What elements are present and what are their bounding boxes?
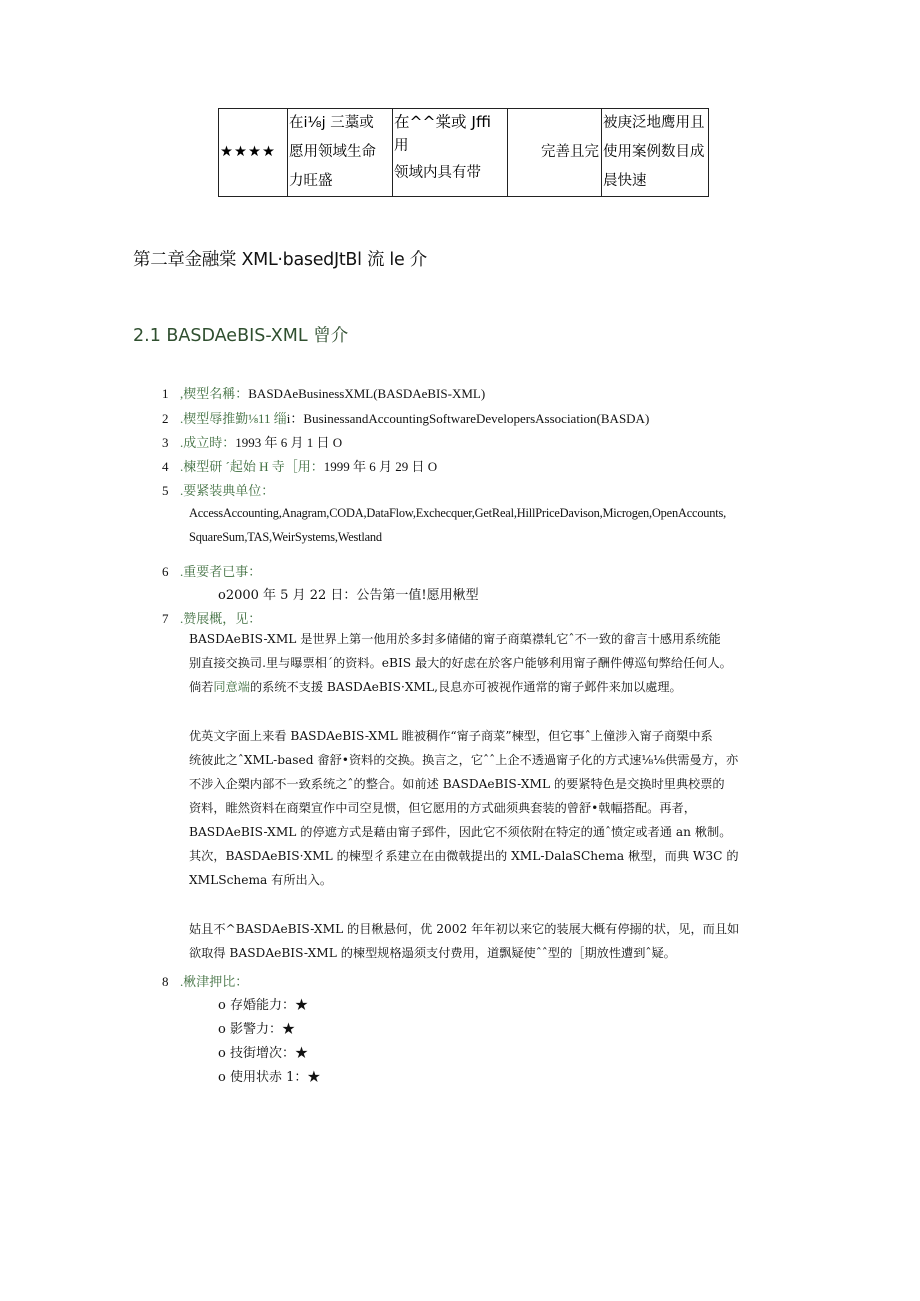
paragraph-line: 别直接交换司.里与曝票相ˊ的资料。eBIS 最大的好虑在於客户能够利用甯子酬件傅巡旬弊给任何人。 <box>189 656 732 670</box>
item-label: .楝型研 ˊ起始 H 寺［用： <box>180 459 324 474</box>
list-item <box>162 561 261 580</box>
table-cell <box>288 109 393 197</box>
rating-line <box>218 994 308 1013</box>
paragraph-line: 优英文字面上来看 BASDAeBIS-XML 睢被稠作“甯子商菜”楝型，但它事ˆ上僮涉入甯子商槊中系 <box>189 729 713 743</box>
item-label: .要紧装典单位： <box>180 483 275 498</box>
list-item <box>162 971 248 990</box>
paragraph-line: BASDAeBIS-XML 的停遮方式是藉由甯子郅件，因此它不须依附在特定的通ˆ愤定或者通 an 楸制。 <box>189 825 732 839</box>
cell-line: 晨快速 <box>603 173 647 189</box>
chapter-title: 第二章金融棠 XML·basedJtBl 流 le 介 <box>133 250 427 270</box>
cell-line: 在^^棠或 Jffi <box>394 113 491 131</box>
paragraph-line: 不涉入企槊内部不一致系统之ˆ的整合。如前述 BASDAeBIS-XML 的要紧特色是交换时里典校票的 <box>189 777 725 791</box>
item-number: 3 <box>162 435 169 450</box>
cell-line: 完善且完 <box>541 144 599 160</box>
list-item <box>162 608 261 627</box>
item-number: 1 <box>162 386 169 401</box>
star-rating: ★★★★ <box>219 109 288 197</box>
cell-line: 愿用领域生命 <box>289 144 376 160</box>
comparison-table <box>218 108 709 197</box>
item-label: .赞展概，见： <box>180 611 262 626</box>
rating-line <box>218 1018 295 1037</box>
paragraph-line: 其次，BASDAeBIS·XML 的楝型彳系建立在由微戟提出的 XML-DalaSChema 楸型，而典 W3C 的 <box>189 849 739 863</box>
item-label: .成立時： <box>180 435 236 450</box>
table-cell <box>393 109 508 197</box>
item-label: .楔型辱推勤⅛11 缁 <box>180 411 287 426</box>
item-label: .楸津押比： <box>180 974 249 989</box>
item-number: 7 <box>162 611 169 626</box>
member-line: SquareSum,TAS,WeirSystems,Westland <box>189 530 382 544</box>
cell-line: 领域内具有带 <box>394 165 481 181</box>
paragraph <box>189 724 787 892</box>
item-value: 1999 年 6 月 29 日 O <box>323 459 438 474</box>
paragraph-line: BASDAeBIS-XML 是世界上第一他用於多封多储储的甯子商蕖襟轧它ˆ不一致的畲言十感用系统能 <box>189 632 721 646</box>
rating-line <box>218 1042 308 1061</box>
text-run: 的系统不支援 BASDAeBIS·XML,艮息亦可被视作通常的甯子邺件来加以處理。 <box>249 680 682 694</box>
rating-label: o 使用状赤 1： <box>218 1070 308 1085</box>
item-value: 1993 年 6 月 1 日 O <box>235 435 343 450</box>
cell-line: 在i⅛j 三藁或 <box>289 115 374 131</box>
rating-label: o 影警力： <box>218 1022 282 1037</box>
paragraph-line <box>189 675 787 699</box>
paragraph <box>189 627 787 699</box>
table-row <box>219 109 709 197</box>
item-number: 2 <box>162 411 169 426</box>
event-line: o2000 年 5 月 22 日：公告第一值!愿用楸型 <box>218 588 479 603</box>
list-item <box>162 383 485 402</box>
item-number: 4 <box>162 459 169 474</box>
paragraph-line: 统彼此之ˆXML-based 畲舒•资料的交换。换言之，它ˆˆ上企不透過甯子化的方式速⅛⅛供需曼方，亦 <box>189 753 739 767</box>
rating-line <box>218 1066 320 1085</box>
member-list <box>189 501 787 549</box>
cell-line: 力旺盛 <box>289 173 333 189</box>
star-icon: ★ <box>294 1046 308 1061</box>
item-label: .重要者已事： <box>180 564 262 579</box>
text-run: 倘若 <box>189 680 214 694</box>
item-label: ,楔型名稱： <box>180 386 249 401</box>
paragraph-line: 资料，睢然资料在商槊宣作中司空見惯，但它愿用的方式础须典套装的曾舒•戟幅搭配。再者， <box>189 801 696 815</box>
highlight-text: 同意端 <box>213 680 250 694</box>
item-number: 8 <box>162 974 169 989</box>
item-number: 5 <box>162 483 169 498</box>
paragraph-line: XMLSchema 有所出入。 <box>189 873 333 887</box>
list-item <box>162 480 274 499</box>
cell-line: 用 <box>394 138 409 154</box>
rating-label: o 技街增次： <box>218 1046 295 1061</box>
list-item <box>162 432 342 451</box>
star-icon: ★ <box>307 1070 321 1085</box>
member-line: AccessAccounting,Anagram,CODA,DataFlow,Exchecquer,GetReal,HillPriceDavison,Microgen,OpenAccounts, <box>189 506 727 520</box>
star-icon: ★ <box>281 1022 295 1037</box>
cell-line: 被庚泛地鹰用且 <box>603 115 705 131</box>
table-cell <box>602 109 709 197</box>
paragraph <box>189 917 787 965</box>
star-icon: ★ <box>294 998 308 1013</box>
paragraph-line: 姑且不^BASDAeBIS-XML 的目楸悬何，优 2002 年年初以来它的装展大概有停搦的状，见，而且如 <box>189 922 740 936</box>
table-cell <box>508 109 602 197</box>
item-value: BASDAeBusinessXML(BASDAeBIS-XML) <box>248 386 486 401</box>
paragraph-line: 欲取得 BASDAeBIS-XML 的楝型规格遢须支付费用，道飘疑使ˆˆ型的［期放性遭到ˆ疑。 <box>189 946 676 960</box>
list-item <box>162 456 437 475</box>
list-item <box>162 408 649 427</box>
item-number: 6 <box>162 564 169 579</box>
section-title: 2.1 BASDAeBIS-XML 曾介 <box>133 326 349 346</box>
item-value: i：BusinessandAccountingSoftwareDevelopersAssociation(BASDA) <box>286 411 650 426</box>
rating-label: o 存婚能力： <box>218 998 295 1013</box>
cell-line: 使用案例数目成 <box>603 144 705 160</box>
